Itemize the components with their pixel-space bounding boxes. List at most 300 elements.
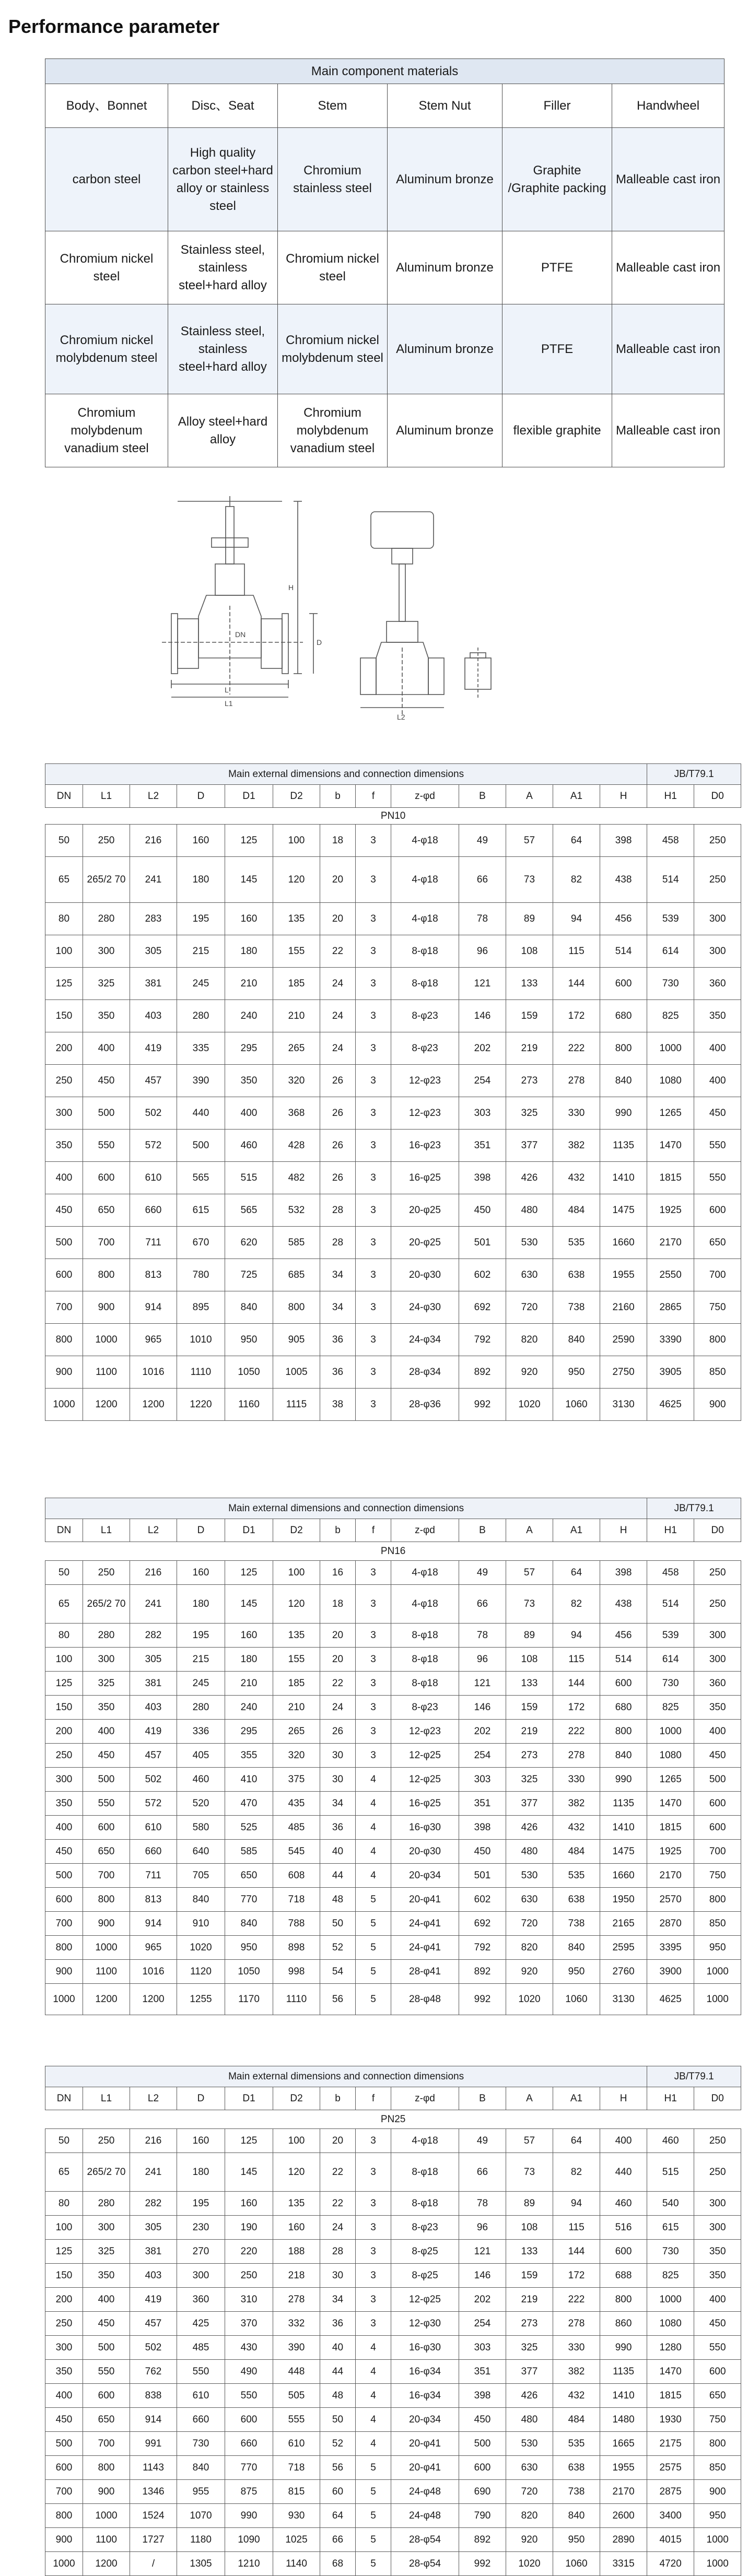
- table-cell: 381: [130, 2240, 177, 2264]
- table-cell: 96: [459, 2216, 506, 2240]
- table-cell: 1070: [177, 2504, 225, 2528]
- table-cell: 254: [459, 2312, 506, 2336]
- table-row: [45, 2129, 741, 2153]
- table-cell: 532: [273, 1194, 320, 1227]
- table-cell: 840: [553, 1936, 600, 1960]
- table-cell: 300: [83, 935, 130, 968]
- table-cell: 241: [130, 2153, 177, 2192]
- table-cell: 950: [225, 1936, 273, 1960]
- table-cell: 398: [600, 825, 647, 857]
- table-row: [45, 1840, 741, 1864]
- table-cell: 57: [506, 2129, 553, 2153]
- table-cell: 738: [553, 1291, 600, 1324]
- table-cell: 1110: [273, 1984, 320, 2015]
- table-cell: 50: [45, 1561, 83, 1585]
- materials-row: [45, 394, 724, 467]
- table-cell: 1016: [130, 1960, 177, 1984]
- table-cell: 325: [83, 2240, 130, 2264]
- table-cell: 2875: [647, 2480, 694, 2504]
- table-cell: 24: [320, 968, 356, 1000]
- column-header: z-φd: [391, 1519, 459, 1542]
- table-cell: 1955: [600, 1259, 647, 1291]
- table-cell: 280: [83, 1624, 130, 1648]
- table-cell: 16-φ30: [391, 2336, 459, 2360]
- table-cell: 550: [83, 2360, 130, 2384]
- table-cell: 700: [45, 1912, 83, 1936]
- table-cell: 28: [320, 1194, 356, 1227]
- table-cell: 3: [356, 903, 391, 935]
- column-header: D: [177, 785, 225, 808]
- pressure-row: [45, 2110, 741, 2129]
- table-cell: 450: [694, 1097, 741, 1130]
- table-cell: 78: [459, 1624, 506, 1648]
- table-cell: 2160: [600, 1291, 647, 1324]
- table-cell: 1110: [177, 1356, 225, 1389]
- table-cell: 1143: [130, 2456, 177, 2480]
- table-cell: 144: [553, 1672, 600, 1696]
- table-cell: 1280: [647, 2336, 694, 2360]
- col-disc-seat: Disc、Seat: [168, 84, 278, 128]
- table-cell: 950: [694, 1936, 741, 1960]
- material-cell: Graphite /Graphite packing: [502, 128, 612, 231]
- table-cell: 600: [83, 1162, 130, 1194]
- table-cell: 3905: [647, 1356, 694, 1389]
- table-cell: 840: [600, 1065, 647, 1097]
- table-cell: 250: [225, 2264, 273, 2288]
- table-cell: 115: [553, 2216, 600, 2240]
- table-cell: 330: [553, 1768, 600, 1792]
- table-cell: 66: [459, 2153, 506, 2192]
- material-cell: Malleable cast iron: [612, 231, 724, 304]
- table-cell: 535: [553, 2432, 600, 2456]
- table-cell: 135: [273, 2192, 320, 2216]
- table-cell: 1815: [647, 2384, 694, 2408]
- table-cell: 300: [694, 903, 741, 935]
- table-cell: 1000: [647, 2288, 694, 2312]
- table-cell: 280: [83, 903, 130, 935]
- table-cell: 920: [506, 1960, 553, 1984]
- column-header: H1: [647, 1519, 694, 1542]
- table-cell: 914: [130, 1291, 177, 1324]
- table-cell: 300: [694, 1648, 741, 1672]
- actuated-valve-drawing: [360, 501, 533, 726]
- table-cell: 64: [320, 2504, 356, 2528]
- table-cell: 1815: [647, 1816, 694, 1840]
- table-cell: 24: [320, 1696, 356, 1720]
- column-header: H: [600, 785, 647, 808]
- table-cell: 630: [506, 1888, 553, 1912]
- table-cell: 470: [225, 1792, 273, 1816]
- table-cell: 650: [225, 1864, 273, 1888]
- table-cell: 4: [356, 2408, 391, 2432]
- column-header: z-φd: [391, 785, 459, 808]
- table-cell: 5: [356, 1960, 391, 1984]
- table-cell: 350: [45, 1792, 83, 1816]
- standard-label: JB/T79.1: [647, 2066, 741, 2087]
- table-cell: 135: [273, 1624, 320, 1648]
- table-cell: 457: [130, 2312, 177, 2336]
- table-cell: 720: [506, 1912, 553, 1936]
- table-cell: 458: [647, 825, 694, 857]
- table-cell: 991: [130, 2432, 177, 2456]
- table-cell: 254: [459, 1065, 506, 1097]
- table-row: [45, 1768, 741, 1792]
- table-row: [45, 1864, 741, 1888]
- table-cell: 438: [600, 857, 647, 903]
- table-cell: 860: [600, 2312, 647, 2336]
- table-cell: 3: [356, 825, 391, 857]
- table-cell: 2890: [600, 2528, 647, 2552]
- table-cell: 480: [506, 2408, 553, 2432]
- table-cell: 440: [177, 1097, 225, 1130]
- table-cell: 146: [459, 2264, 506, 2288]
- table-cell: 530: [506, 1227, 553, 1259]
- dimension-columns-row: [45, 785, 741, 808]
- table-cell: 12-φ30: [391, 2312, 459, 2336]
- table-cell: 24-φ30: [391, 1291, 459, 1324]
- table-cell: 185: [273, 968, 320, 1000]
- table-cell: 120: [273, 857, 320, 903]
- table-cell: 400: [83, 1720, 130, 1744]
- table-cell: 310: [225, 2288, 273, 2312]
- table-cell: 145: [225, 857, 273, 903]
- table-cell: 1200: [130, 1389, 177, 1421]
- table-cell: 49: [459, 825, 506, 857]
- table-cell: 2570: [647, 1888, 694, 1912]
- table-cell: 660: [130, 1194, 177, 1227]
- table-cell: 730: [647, 2240, 694, 2264]
- table-cell: 800: [45, 1936, 83, 1960]
- table-cell: 825: [647, 1696, 694, 1720]
- table-cell: 125: [225, 1561, 273, 1585]
- table-cell: 390: [177, 1065, 225, 1097]
- table-cell: 12-φ25: [391, 1768, 459, 1792]
- table-cell: 350: [83, 1696, 130, 1720]
- table-cell: 898: [273, 1936, 320, 1960]
- material-cell: Chromium nickel steel: [278, 231, 388, 304]
- table-cell: 4625: [647, 1389, 694, 1421]
- table-cell: 377: [506, 1792, 553, 1816]
- col-stem-nut: Stem Nut: [388, 84, 502, 128]
- table-cell: 50: [45, 2129, 83, 2153]
- table-cell: 900: [83, 1912, 130, 1936]
- column-header: H1: [647, 2087, 694, 2110]
- table-cell: 325: [506, 1768, 553, 1792]
- table-cell: 66: [459, 1585, 506, 1624]
- column-header: DN: [45, 785, 83, 808]
- table-cell: 895: [177, 1291, 225, 1324]
- table-cell: 30: [320, 1744, 356, 1768]
- table-row: [45, 935, 741, 968]
- column-header: f: [356, 1519, 391, 1542]
- table-cell: 278: [553, 2312, 600, 2336]
- table-row: [45, 1130, 741, 1162]
- table-cell: 720: [506, 2480, 553, 2504]
- table-cell: 500: [45, 1227, 83, 1259]
- table-cell: 50: [45, 825, 83, 857]
- column-header: B: [459, 2087, 506, 2110]
- table-cell: 155: [273, 1648, 320, 1672]
- table-cell: 700: [694, 1840, 741, 1864]
- table-cell: 426: [506, 1162, 553, 1194]
- table-cell: 20-φ25: [391, 1227, 459, 1259]
- table-cell: 800: [273, 1291, 320, 1324]
- table-cell: 1265: [647, 1097, 694, 1130]
- table-cell: 3: [356, 2312, 391, 2336]
- table-cell: 133: [506, 968, 553, 1000]
- table-cell: 30: [320, 2264, 356, 2288]
- table-cell: 3130: [600, 1984, 647, 2015]
- table-row: [45, 2480, 741, 2504]
- table-cell: 4-φ18: [391, 857, 459, 903]
- table-cell: 700: [694, 1259, 741, 1291]
- table-cell: 30: [320, 1768, 356, 1792]
- table-row: [45, 2384, 741, 2408]
- table-row: [45, 825, 741, 857]
- table-cell: 24-φ48: [391, 2480, 459, 2504]
- table-cell: 792: [459, 1936, 506, 1960]
- table-cell: 330: [553, 2336, 600, 2360]
- table-cell: 850: [694, 2456, 741, 2480]
- table-cell: 1100: [83, 2528, 130, 2552]
- table-cell: 150: [45, 1696, 83, 1720]
- table-cell: 403: [130, 1000, 177, 1032]
- table-cell: 160: [177, 1561, 225, 1585]
- dimension-caption-row: [45, 1498, 741, 1519]
- table-cell: 350: [694, 2264, 741, 2288]
- table-cell: 1955: [600, 2456, 647, 2480]
- material-cell: Chromium nickel molybdenum steel: [278, 304, 388, 394]
- table-cell: 660: [225, 2432, 273, 2456]
- table-cell: 1050: [225, 1960, 273, 1984]
- table-cell: 82: [553, 857, 600, 903]
- table-cell: 3: [356, 1389, 391, 1421]
- table-cell: 400: [45, 1162, 83, 1194]
- table-cell: 1080: [647, 1065, 694, 1097]
- table-cell: 250: [694, 1561, 741, 1585]
- table-cell: 381: [130, 1672, 177, 1696]
- table-cell: 280: [177, 1000, 225, 1032]
- col-handwheel: Handwheel: [612, 84, 724, 128]
- table-cell: 12-φ23: [391, 1065, 459, 1097]
- table-cell: 3: [356, 1130, 391, 1162]
- table-cell: 460: [177, 1768, 225, 1792]
- table-cell: 660: [177, 2408, 225, 2432]
- table-cell: 800: [600, 1720, 647, 1744]
- table-cell: 910: [177, 1912, 225, 1936]
- table-cell: 195: [177, 2192, 225, 2216]
- table-cell: 66: [320, 2528, 356, 2552]
- table-cell: 1020: [506, 2552, 553, 2576]
- table-cell: 440: [600, 2153, 647, 2192]
- table-cell: 4: [356, 2432, 391, 2456]
- table-cell: 398: [459, 1162, 506, 1194]
- table-row: [45, 2264, 741, 2288]
- table-cell: 490: [225, 2360, 273, 2384]
- table-cell: 770: [225, 1888, 273, 1912]
- table-cell: 792: [459, 1324, 506, 1356]
- table-cell: 3: [356, 1744, 391, 1768]
- table-cell: 1000: [45, 1984, 83, 2015]
- table-cell: 94: [553, 1624, 600, 1648]
- table-cell: 485: [273, 1816, 320, 1840]
- table-row: [45, 1227, 741, 1259]
- table-cell: 2165: [600, 1912, 647, 1936]
- table-cell: 730: [647, 968, 694, 1000]
- table-row: [45, 2240, 741, 2264]
- table-cell: 300: [177, 2264, 225, 2288]
- table-cell: 36: [320, 1324, 356, 1356]
- table-cell: 115: [553, 935, 600, 968]
- table-cell: 432: [553, 2384, 600, 2408]
- table-cell: 780: [177, 1259, 225, 1291]
- table-cell: 535: [553, 1864, 600, 1888]
- table-cell: 500: [83, 1768, 130, 1792]
- table-cell: 502: [130, 2336, 177, 2360]
- table-cell: 1925: [647, 1840, 694, 1864]
- table-cell: 2600: [600, 2504, 647, 2528]
- table-cell: 900: [83, 2480, 130, 2504]
- table-cell: 614: [647, 935, 694, 968]
- materials-row: [45, 128, 724, 231]
- table-cell: 49: [459, 1561, 506, 1585]
- table-cell: 700: [45, 1291, 83, 1324]
- table-cell: 300: [45, 2336, 83, 2360]
- table-cell: 300: [45, 1097, 83, 1130]
- material-cell: Chromium nickel molybdenum steel: [45, 304, 168, 394]
- table-cell: 3: [356, 857, 391, 903]
- table-row: [45, 2360, 741, 2384]
- table-cell: 1020: [177, 1936, 225, 1960]
- table-cell: 602: [459, 1259, 506, 1291]
- table-cell: 800: [45, 2504, 83, 2528]
- table-cell: 920: [506, 2528, 553, 2552]
- table-cell: 700: [83, 1864, 130, 1888]
- column-header: A1: [553, 2087, 600, 2110]
- table-cell: 500: [45, 1864, 83, 1888]
- table-cell: 585: [225, 1840, 273, 1864]
- table-cell: 690: [459, 2480, 506, 2504]
- material-cell: Chromium molybdenum vanadium steel: [45, 394, 168, 467]
- table-cell: 600: [83, 1816, 130, 1840]
- table-cell: 280: [177, 1696, 225, 1720]
- drawing-label-l: L: [225, 686, 229, 694]
- table-cell: 108: [506, 935, 553, 968]
- table-cell: 250: [83, 2129, 130, 2153]
- column-header: L2: [130, 2087, 177, 2110]
- table-cell: 350: [694, 2240, 741, 2264]
- table-cell: 4: [356, 2336, 391, 2360]
- table-cell: 770: [225, 2456, 273, 2480]
- table-cell: 815: [273, 2480, 320, 2504]
- table-cell: 450: [83, 2312, 130, 2336]
- table-cell: 900: [694, 2480, 741, 2504]
- table-cell: 1000: [694, 2552, 741, 2576]
- material-cell: Aluminum bronze: [388, 304, 502, 394]
- table-cell: 600: [694, 1792, 741, 1816]
- table-cell: 100: [45, 2216, 83, 2240]
- table-cell: 40: [320, 1840, 356, 1864]
- dimension-caption: Main external dimensions and connection dimensions: [45, 2066, 647, 2087]
- table-row: [45, 1194, 741, 1227]
- table-cell: 215: [177, 1648, 225, 1672]
- table-cell: 456: [600, 903, 647, 935]
- table-cell: 377: [506, 2360, 553, 2384]
- drawing-label-h: H: [288, 583, 294, 592]
- materials-row: [45, 304, 724, 394]
- table-cell: 265: [273, 1720, 320, 1744]
- table-cell: 738: [553, 2480, 600, 2504]
- table-cell: 8-φ18: [391, 1648, 459, 1672]
- table-cell: 100: [45, 935, 83, 968]
- table-cell: 210: [225, 968, 273, 1000]
- table-row: [45, 1816, 741, 1840]
- table-cell: 48: [320, 1888, 356, 1912]
- column-header: D: [177, 1519, 225, 1542]
- table-cell: 1346: [130, 2480, 177, 2504]
- table-cell: 730: [177, 2432, 225, 2456]
- table-cell: 355: [225, 1744, 273, 1768]
- table-cell: 1200: [83, 2552, 130, 2576]
- table-cell: 22: [320, 935, 356, 968]
- table-cell: 24-φ41: [391, 1936, 459, 1960]
- table-cell: 305: [130, 1648, 177, 1672]
- table-cell: 3: [356, 2240, 391, 2264]
- table-cell: 550: [694, 1130, 741, 1162]
- table-cell: 700: [45, 2480, 83, 2504]
- table-cell: 3: [356, 1194, 391, 1227]
- table-cell: 450: [459, 1194, 506, 1227]
- table-cell: 1000: [647, 1720, 694, 1744]
- material-cell: Chromium nickel steel: [45, 231, 168, 304]
- table-cell: 914: [130, 1912, 177, 1936]
- table-cell: 8-φ23: [391, 2216, 459, 2240]
- table-cell: 360: [694, 968, 741, 1000]
- table-row: [45, 1324, 741, 1356]
- table-cell: 600: [45, 2456, 83, 2480]
- pressure-class-label: PN16: [380, 1545, 406, 1557]
- table-cell: 26: [320, 1065, 356, 1097]
- table-cell: 2595: [600, 1936, 647, 1960]
- table-cell: 800: [694, 1324, 741, 1356]
- table-cell: 185: [273, 1672, 320, 1696]
- table-cell: 16: [320, 1561, 356, 1585]
- table-cell: 36: [320, 2312, 356, 2336]
- table-cell: 602: [459, 1888, 506, 1912]
- table-cell: 210: [225, 1672, 273, 1696]
- table-cell: 64: [553, 1561, 600, 1585]
- table-cell: 125: [225, 2129, 273, 2153]
- column-header: H: [600, 1519, 647, 1542]
- table-cell: 450: [694, 2312, 741, 2336]
- materials-table: [45, 58, 724, 467]
- table-cell: 270: [177, 2240, 225, 2264]
- material-cell: carbon steel: [45, 128, 168, 231]
- table-cell: 8-φ23: [391, 1000, 459, 1032]
- material-cell: PTFE: [502, 304, 612, 394]
- table-cell: 36: [320, 1816, 356, 1840]
- table-cell: 572: [130, 1792, 177, 1816]
- table-cell: 1660: [600, 1227, 647, 1259]
- table-cell: 610: [130, 1162, 177, 1194]
- table-cell: 500: [694, 1768, 741, 1792]
- table-cell: 12-φ25: [391, 1744, 459, 1768]
- table-cell: 4: [356, 1768, 391, 1792]
- table-cell: 514: [647, 1585, 694, 1624]
- table-cell: 332: [273, 2312, 320, 2336]
- column-header: A: [506, 1519, 553, 1542]
- table-cell: 216: [130, 825, 177, 857]
